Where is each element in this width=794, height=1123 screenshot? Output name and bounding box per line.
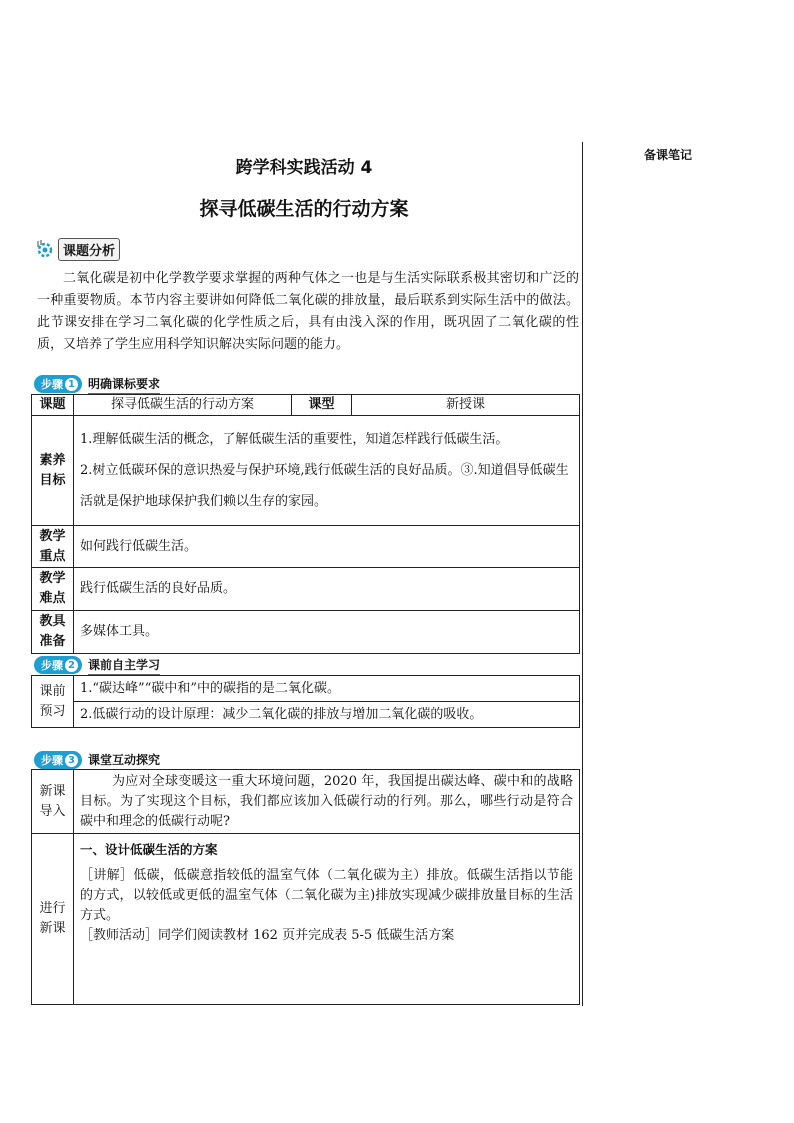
lesson-content xyxy=(74,834,580,1005)
table-row xyxy=(32,770,580,834)
page-title: 跨学科实践活动 4 xyxy=(235,158,373,178)
analysis-paragraph: 二氧化碳是初中化学教学要求掌握的两种气体之一也是与生活实际联系极其密切和广泛的一种重要物质。本节内容主要讲如何降低二氧化碳的排放量，最后联系到实际生活中的做法。此节课安排在学习二氧化碳的化学性质之后，具有由浅入深的作用，既巩固了二氧化碳的性质，又培养了学生应用科学知识解决实际问题的能力。 xyxy=(37,271,579,352)
step1-badge xyxy=(34,375,82,393)
intro-text: 为应对全球变暖这一重大环境问题，2020 年，我国提出碳达峰、碳中和的战略目标。为了实现这个目标，我们都应该加入低碳行动的行列。那么，哪些行动是符合碳中和理念的低碳行动呢? xyxy=(74,770,580,834)
table-row xyxy=(32,395,580,416)
curriculum-table xyxy=(31,394,580,654)
margin-divider xyxy=(582,142,583,1006)
table-row xyxy=(32,416,580,526)
step3-header xyxy=(34,751,160,769)
table-row xyxy=(32,568,580,611)
lesson-label: 进行新课 xyxy=(32,834,74,1005)
step-number: 1 xyxy=(65,378,78,391)
step2-badge xyxy=(34,656,82,674)
step1-title: 明确课标要求 xyxy=(88,375,160,394)
analysis-text xyxy=(37,268,579,356)
preview-table xyxy=(31,675,580,728)
step3-title: 课堂互动探究 xyxy=(88,751,160,770)
difficulty-value: 践行低碳生活的良好品质。 xyxy=(74,568,580,611)
type-label: 课型 xyxy=(292,395,352,416)
step1-header xyxy=(34,375,160,393)
goals-label: 素养目标 xyxy=(32,416,74,526)
key-point-label: 教学重点 xyxy=(32,526,74,568)
gear-icon xyxy=(34,238,56,260)
step2-title: 课前自主学习 xyxy=(88,656,160,675)
tools-label: 教具准备 xyxy=(32,611,74,654)
section-title: 一、设计低碳生活的方案 xyxy=(80,842,218,857)
table-row xyxy=(32,526,580,568)
table-row xyxy=(32,611,580,654)
step-number: 2 xyxy=(65,659,78,672)
table-row xyxy=(32,676,580,702)
step-number: 3 xyxy=(65,754,78,767)
step-badge-text: 步骤 xyxy=(41,754,63,767)
key-point-value: 如何践行低碳生活。 xyxy=(74,526,580,568)
preview-label: 课前预习 xyxy=(32,676,74,728)
intro-label: 新课导入 xyxy=(32,770,74,834)
topic-label: 课题 xyxy=(32,395,74,416)
lesson-notes-label: 备课笔记 xyxy=(644,148,693,162)
topic-value: 探寻低碳生活的行动方案 xyxy=(74,395,292,416)
lesson-paragraph: ［教师活动］同学们阅读教材 162 页并完成表 5-5 低碳生活方案 xyxy=(80,928,455,943)
page-subtitle: 探寻低碳生活的行动方案 xyxy=(199,198,409,220)
goal-item: 2.树立低碳环保的意识热爱与保护环境,践行低碳生活的良好品质。③.知道倡导低碳生活就是保护地球保护我们赖以生存的家园。 xyxy=(80,463,569,509)
step-badge-text: 步骤 xyxy=(41,659,63,672)
analysis-label: 课题分析 xyxy=(58,238,120,261)
step2-header xyxy=(34,656,160,674)
type-value: 新授课 xyxy=(352,395,580,416)
preview-item: 2.低碳行动的设计原理：减少二氧化碳的排放与增加二氧化碳的吸收。 xyxy=(74,702,580,728)
difficulty-label: 教学难点 xyxy=(32,568,74,611)
analysis-header xyxy=(34,238,120,260)
step3-badge xyxy=(34,751,82,769)
lesson-paragraph: ［讲解］低碳，低碳意指较低的温室气体（二氧化碳为主）排放。低碳生活指以节能的方式，以较低或更低的温室气体（二氧化碳为主)排放实现减少碳排放量目标的生活方式。 xyxy=(80,868,573,923)
table-row xyxy=(32,834,580,1005)
lesson-table xyxy=(31,769,580,1005)
step-badge-text: 步骤 xyxy=(41,378,63,391)
tools-value: 多媒体工具。 xyxy=(74,611,580,654)
goal-item: 1.理解低碳生活的概念，了解低碳生活的重要性，知道怎样践行低碳生活。 xyxy=(80,432,509,447)
preview-item: 1.“碳达峰”“碳中和”中的碳指的是二氧化碳。 xyxy=(74,676,580,702)
goals-content xyxy=(74,416,580,526)
table-row xyxy=(32,702,580,728)
